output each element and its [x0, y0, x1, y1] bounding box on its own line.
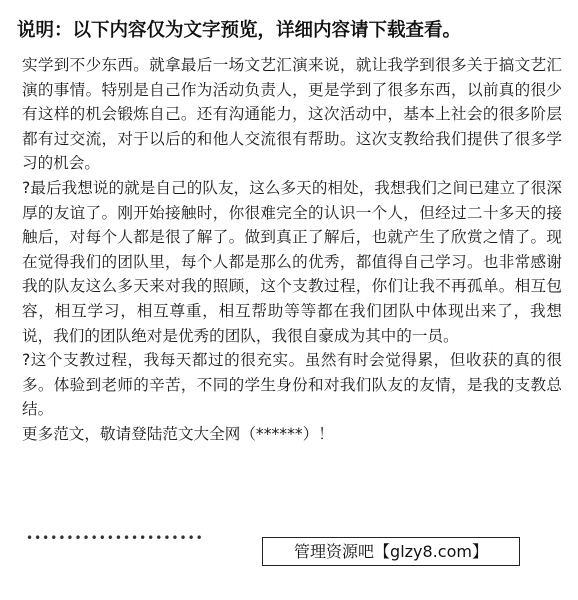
site-badge: 管理资源吧【glzy8.com】 [262, 537, 520, 566]
document-body [22, 53, 562, 447]
paragraph: ?这个支教过程，我每天都过的很充实。虽然有时会觉得累，但收获的真的很多。体验到老师的辛苦，不同的学生身份和对我们队友的友情，是我的支教总结。 [22, 351, 562, 419]
dotted-separator: •••••••••••••••••••••• [26, 531, 204, 545]
paragraph: ?最后我想说的就是自己的队友，这么多天的相处，我想我们之间已建立了很深厚的友谊了。刚开始接触时，你很难完全的认识一个人，但经过二十多天的接触后，对每个人都是很了解了。做到真正了解后，也就产生了欣赏之情了。现在觉得我们的团队里，每个人都是那么的优秀，都值得自己学习。也非常感谢我的队友这么多天来对我的照顾，这个支教过程，你们让我不再孤单。相互包容，相互学习，相互尊重，相互帮助等等都在我们团队中体现出来了，我想说，我们的团队绝对是优秀的团队，我很自豪成为其中的一员。 [22, 178, 562, 345]
paragraph: 实学到不少东西。就拿最后一场文艺汇演来说，就让我学到很多关于搞文艺汇演的事情。特别是自己作为活动负责人，更是学到了很多东西，以前真的很少有这样的机会锻炼自己。还有沟通能力，这次活动中，基本上社会的很多阶层都有过交流，对于以后的和他人交流很有帮助。这次支教给我们提供了很多学习的机会。 [22, 56, 562, 173]
preview-notice: 说明：以下内容仅为文字预览，详细内容请下载查看。 [17, 20, 462, 41]
more-templates-line: 更多范文，敬请登陆范文大全网（******）！ [22, 424, 334, 443]
